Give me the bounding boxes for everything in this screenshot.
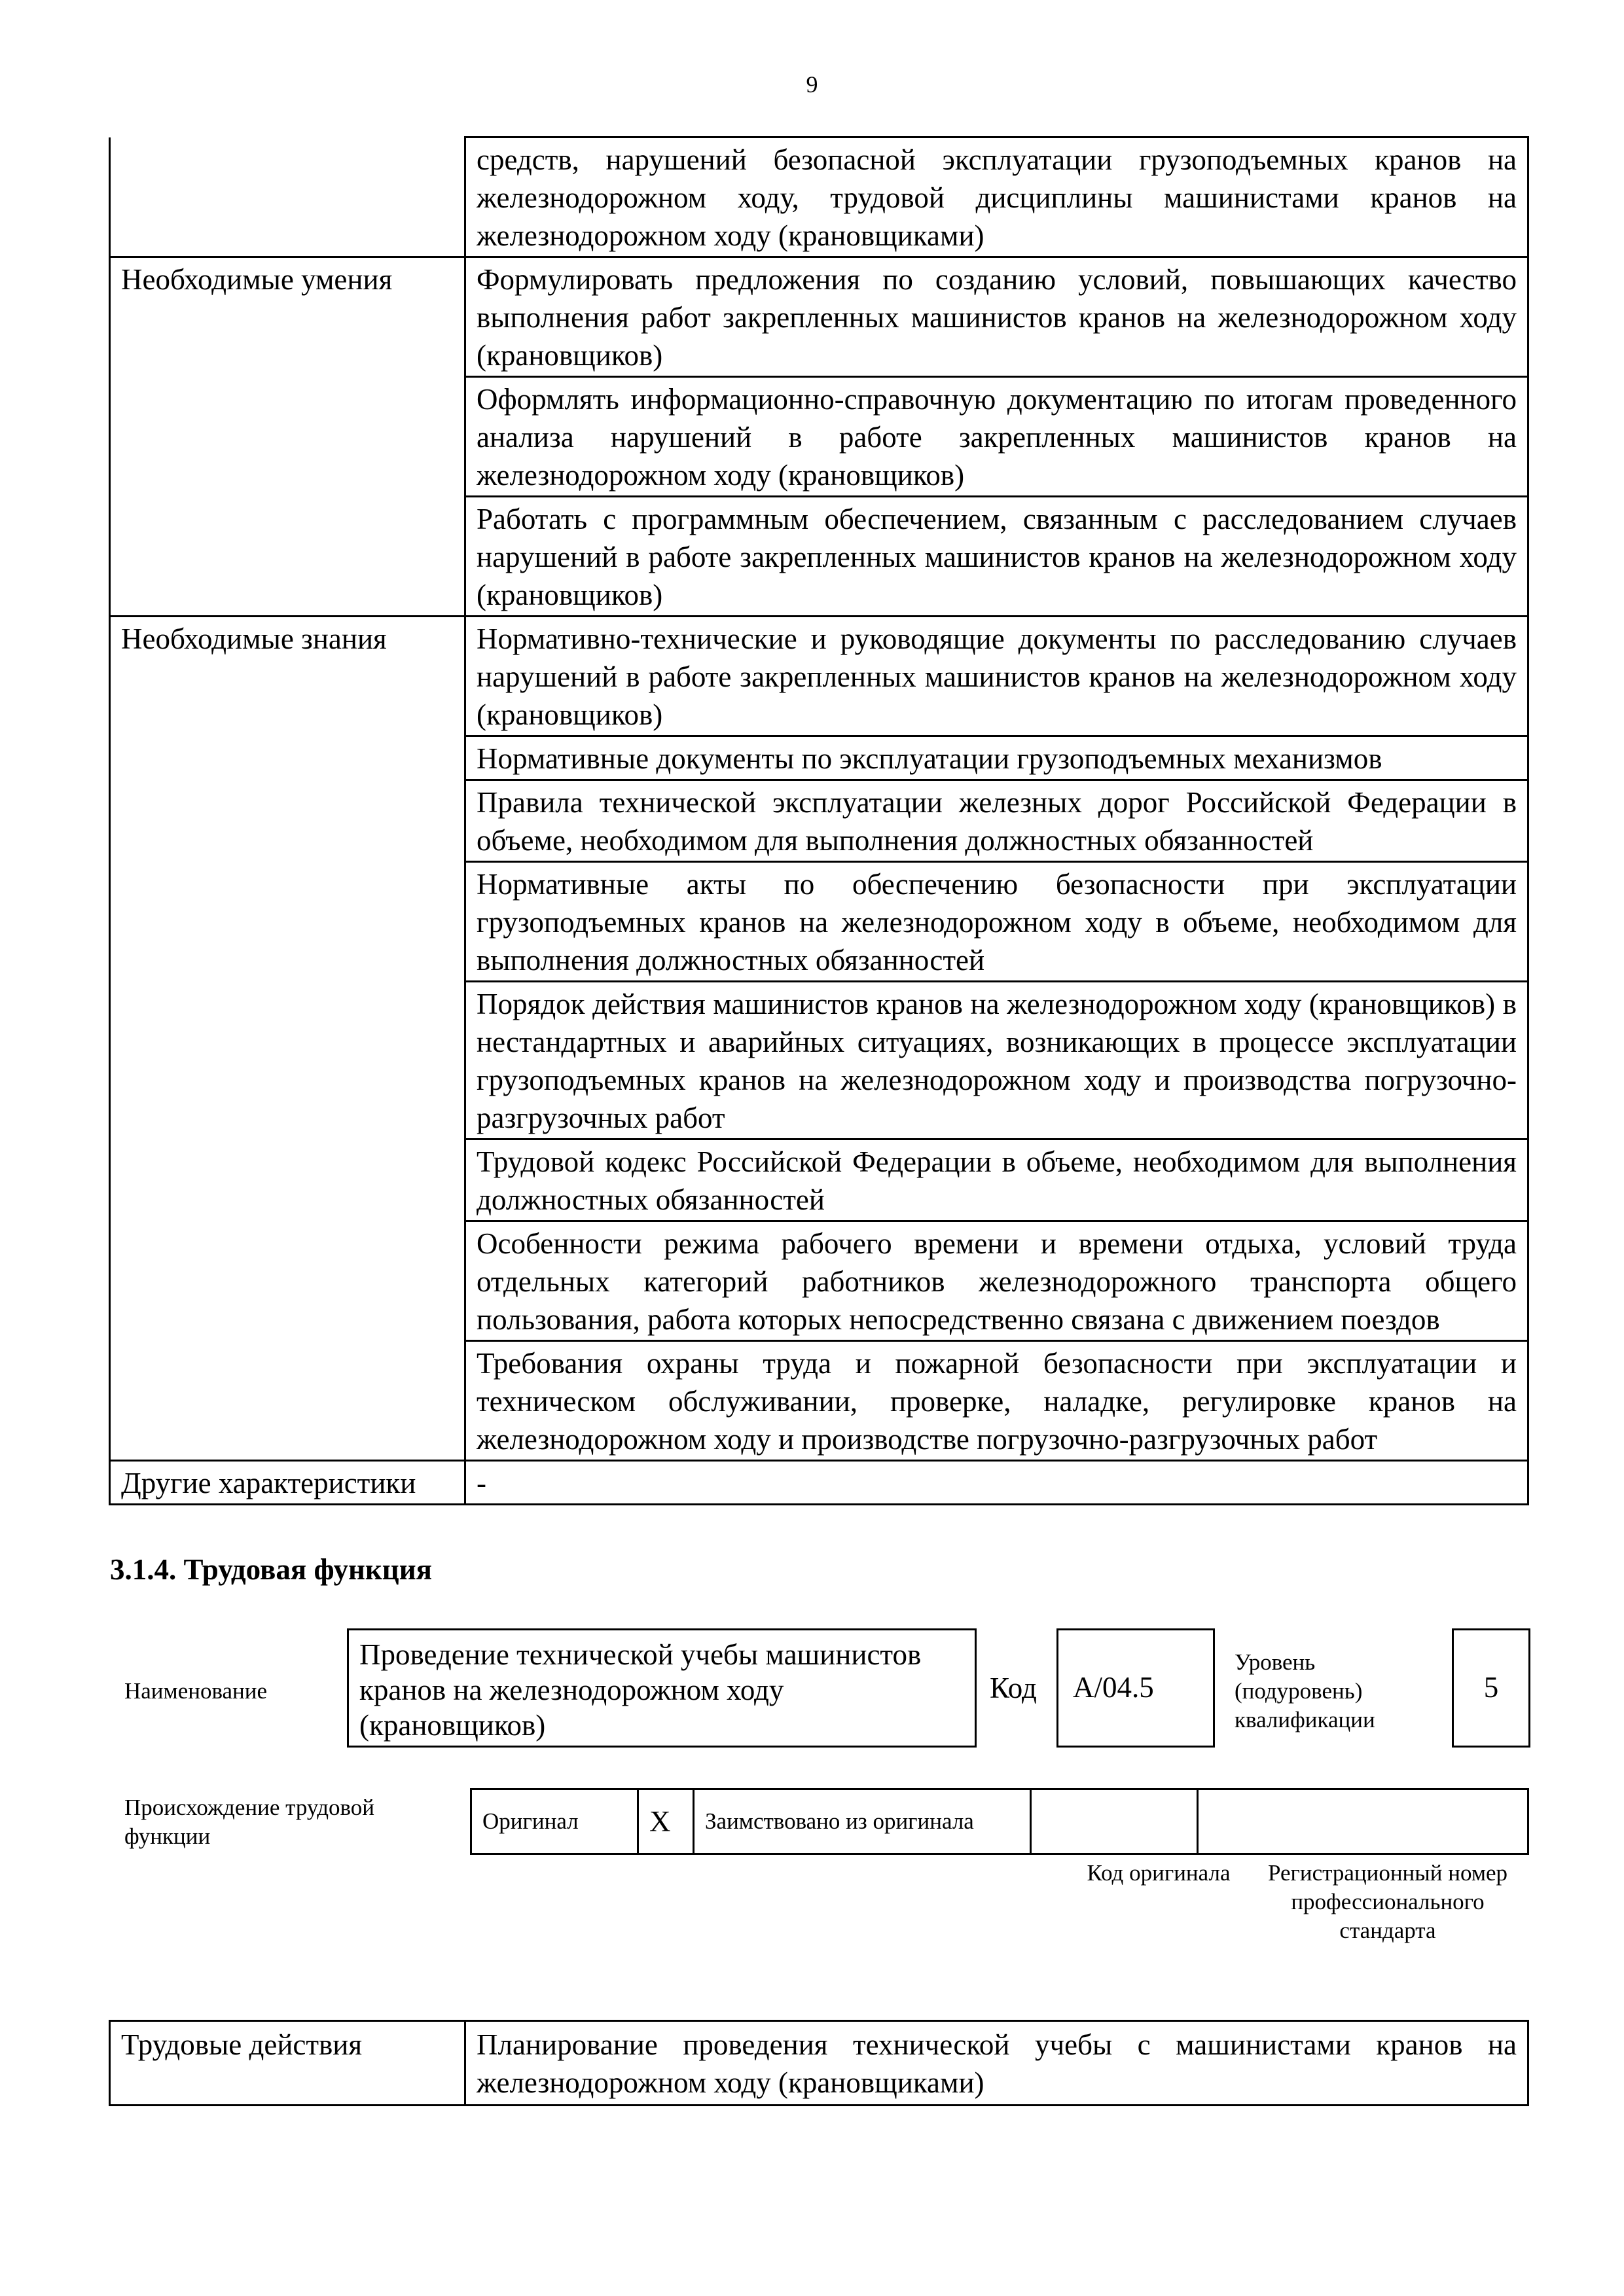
code-original-cell	[1031, 1789, 1198, 1854]
borrowed-label: Заимствовано из оригинала	[694, 1789, 1031, 1854]
skills-label: Необходимые умения	[110, 257, 465, 617]
code-original-caption: Код оригинала	[1087, 1860, 1231, 1886]
actions-label: Трудовые действия	[110, 2021, 465, 2106]
knowledge-item: Требования охраны труда и пожарной безопасности при эксплуатации и техническом обслуживании, проверке, наладке, регулировке кранов на железнодорожном ходу и производстве погрузочно-разгрузочных работ	[465, 1341, 1528, 1461]
name-value: Проведение технической учебы машинистов кранов на железнодорожном ходу (крановщиков)	[359, 1638, 922, 1742]
actions-value: Планирование проведения технической учебы с машинистами кранов на железнодорожном ходу (крановщиками)	[465, 2021, 1528, 2106]
level-value-box	[1452, 1628, 1530, 1748]
knowledge-item: Нормативные документы по эксплуатации грузоподъемных механизмов	[465, 736, 1528, 780]
original-mark: X	[638, 1789, 694, 1854]
name-label: Наименование	[124, 1678, 268, 1704]
section-title: 3.1.4. Трудовая функция	[110, 1553, 433, 1586]
skill-item: Работать с программным обеспечением, связанным с расследованием случаев нарушений в работе закрепленных машинистов кранов на железнодорожном ходу (крановщиков)	[465, 497, 1528, 617]
reg-number-caption: Регистрационный номер профессионального стандарта	[1267, 1860, 1508, 1943]
knowledge-item: Трудовой кодекс Российской Федерации в объеме, необходимом для выполнения должностных обязанностей	[465, 1139, 1528, 1221]
knowledge-item: Нормативные акты по обеспечению безопасности при эксплуатации грузоподъемных кранов на железнодорожном ходу в объеме, необходимом для выполнения должностных обязанностей	[465, 862, 1528, 982]
empty-label-cell	[110, 137, 465, 257]
code-value-box	[1056, 1628, 1215, 1748]
code-label: Код	[990, 1672, 1037, 1704]
other-label: Другие характеристики	[110, 1461, 465, 1505]
code-value: А/04.5	[1073, 1671, 1154, 1704]
origin-label: Происхождение трудовой функции	[124, 1795, 375, 1849]
other-value: -	[465, 1461, 1528, 1505]
level-label: Уровень (подуровень) квалификации	[1235, 1649, 1375, 1732]
original-label: Оригинал	[471, 1789, 638, 1854]
name-value-box	[347, 1628, 977, 1748]
knowledge-item: Особенности режима рабочего времени и времени отдыха, условий труда отдельных категорий работников железнодорожного транспорта общего пользования, работа которых непосредственно связана с движением поездов	[465, 1221, 1528, 1341]
origin-table	[470, 1788, 1529, 1855]
knowledge-item: Порядок действия машинистов кранов на железнодорожном ходу (крановщиков) в нестандартных и аварийных ситуациях, возникающих в процессе эксплуатации грузоподъемных кранов на железнодорожном ходу и производства погрузочно-разгрузочных работ	[465, 982, 1528, 1139]
knowledge-item: Правила технической эксплуатации железных дорог Российской Федерации в объеме, необходимом для выполнения должностных обязанностей	[465, 780, 1528, 862]
knowledge-item: Нормативно-технические и руководящие документы по расследованию случаев нарушений в работе закрепленных машинистов кранов на железнодорожном ходу (крановщиков)	[465, 617, 1528, 736]
level-value: 5	[1483, 1671, 1499, 1704]
continuation-cell: средств, нарушений безопасной эксплуатации грузоподъемных кранов на железнодорожном ходу, трудовой дисциплины машинистами кранов на железнодорожном ходу (крановщиками)	[465, 137, 1528, 257]
actions-table	[109, 2020, 1529, 2106]
knowledge-label: Необходимые знания	[110, 617, 465, 1461]
skill-item: Оформлять информационно-справочную документацию по итогам проведенного анализа нарушений в работе закрепленных машинистов кранов на железнодорожном ходу (крановщиков)	[465, 377, 1528, 497]
competency-table	[109, 136, 1529, 1505]
skill-item: Формулировать предложения по созданию условий, повышающих качество выполнения работ закрепленных машинистов кранов на железнодорожном ходу (крановщиков)	[465, 257, 1528, 377]
reg-number-cell	[1198, 1789, 1528, 1854]
page-number: 9	[806, 71, 818, 98]
